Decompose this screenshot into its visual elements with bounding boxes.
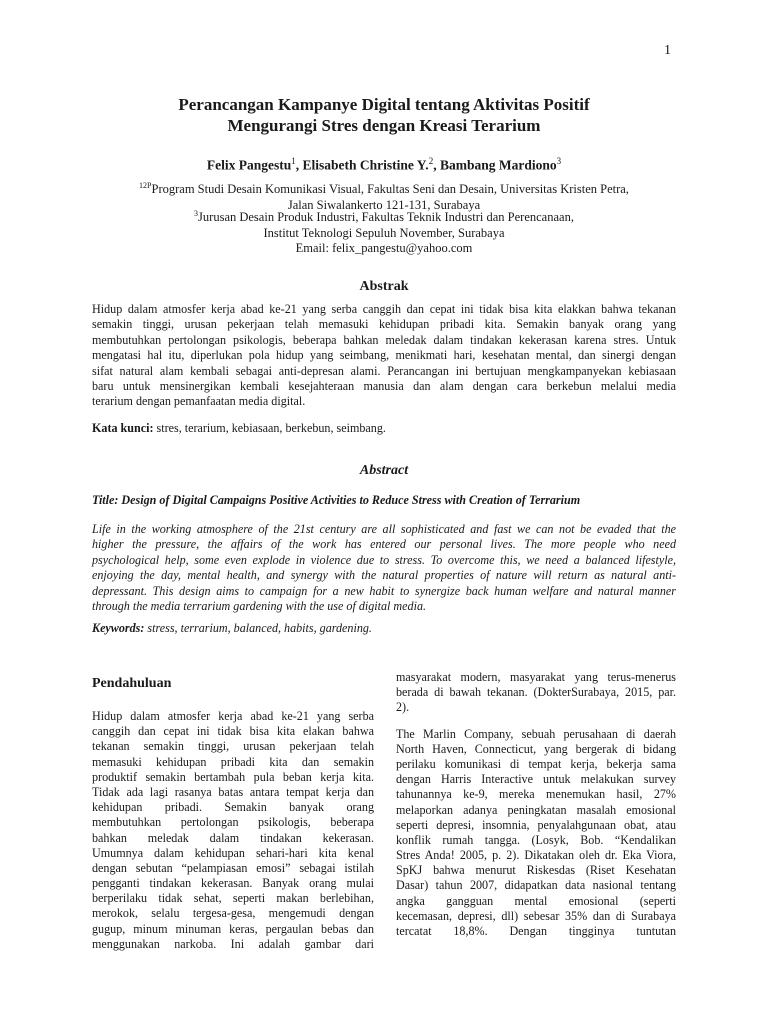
- body-line: SpKJ bahwa menurut Riskesdas (Riset Kesehatan: [396, 863, 676, 878]
- body-line: pengganti tindakan kekerasan. Banyak orang mulai: [92, 876, 374, 891]
- author-separator: ,: [295, 157, 303, 173]
- abstrak-line: Hidup dalam atmosfer kerja abad ke-21 yang serba canggih dan cepat ini tidak bisa kita elakkan bahwa tekanan: [92, 302, 676, 316]
- body-line: menggunakan narkoba. Ini adalah gambar dari: [92, 936, 374, 951]
- body-line: bahkan meledak dalam tindakan kekerasan.: [92, 830, 374, 845]
- body-line: merokok, selalu tergesa-gesa, mengemudi dengan: [92, 906, 374, 921]
- body-line: Hidup dalam atmosfer kerja abad ke-21 yang serba: [92, 709, 374, 723]
- author-3: Bambang Mardiono: [439, 157, 557, 173]
- pendahuluan-right-column: [396, 670, 676, 939]
- body-line: tekanan semakin tinggi, urusan pekerjaan telah: [92, 739, 374, 754]
- kata-kunci-label: Kata kunci:: [92, 421, 154, 435]
- affiliation-3-line-2: Institut Teknologi Sepuluh November, Surabaya: [263, 225, 505, 240]
- abstrak-line: mengatasi hal itu, diperlukan pola hidup yang seimbang, menikmati hari, kesehatan mental, dan sinergi dengan: [92, 348, 676, 363]
- body-line: seperti depresi, insomnia, penyalahgunaan obat, atau: [396, 817, 676, 832]
- body-line: dengan Harris Interactive untuk melakukan survey: [396, 772, 676, 787]
- author-separator: ,: [433, 157, 440, 173]
- body-line: kehidupan pribadi. Semakin banyak orang: [92, 800, 374, 815]
- author-list: [80, 156, 688, 174]
- body-line: berada di bawah tekanan. (DokterSurabaya, 2015, par.: [396, 685, 676, 700]
- kata-kunci-values: stres, terarium, kebiasaan, berkebun, seimbang.: [153, 421, 386, 435]
- body-line: tahunannya ke-9, mereka menemukan hasil, 27%: [396, 787, 676, 802]
- abstract-body: [92, 522, 676, 614]
- body-line: konflik rumah tangga. (Losyk, Bob. “Kendalikan: [396, 832, 676, 847]
- affiliation-3-mark: 3: [194, 209, 199, 218]
- abstract-heading: Abstract: [359, 463, 409, 478]
- affiliation-1-mark: 12P: [139, 181, 152, 190]
- body-line: memasuki kehidupan pribadi kita dan semakin: [92, 754, 374, 769]
- body-line: membutuhkan pertolongan psikologis, beberapa: [92, 815, 374, 830]
- pendahuluan-left-column: [92, 709, 374, 952]
- author-2-affiliation-mark: 2: [428, 156, 434, 166]
- abstract-line: higher the pressure, the affairs of the work has entered our personal lives. The more people who need: [92, 537, 676, 552]
- body-line: tercatat 18,8%. Dengan tingginya tuntutan: [396, 924, 676, 938]
- english-title: Title: Design of Digital Campaigns Positive Activities to Reduce Stress with Creation of Terrarium: [92, 493, 581, 507]
- body-line: melaporkan adanya peningkatan masalah emosional: [396, 802, 676, 817]
- abstrak-body: [92, 302, 676, 410]
- paper-title: [80, 94, 688, 136]
- body-line: canggih dan cepat ini tidak bisa kita elakan bahwa: [92, 724, 374, 739]
- abstrak-heading: Abstrak: [359, 279, 409, 294]
- body-line: masyarakat modern, masyarakat yang terus-menerus: [396, 670, 676, 684]
- body-line: Dasar) tahun 2007, didapatkan data nasional tentang: [396, 878, 676, 893]
- affiliation-1-line-1: Program Studi Desain Komunikasi Visual, Fakultas Seni dan Desain, Universitas Kristen Petra,: [151, 182, 629, 197]
- title-line-1: Perancangan Kampanye Digital tentang Aktivitas Positif: [178, 95, 590, 114]
- contact-email: Email: felix_pangestu@yahoo.com: [295, 241, 473, 256]
- body-line: kecemasan, depresi, dll) sebesar 35% dan di Surabaya: [396, 908, 676, 923]
- body-line: produktif semakin bertambah pula beban kerja kita.: [92, 769, 374, 784]
- body-line: The Marlin Company, sebuah perusahaan di daerah: [396, 726, 676, 741]
- pendahuluan-heading: Pendahuluan: [92, 676, 172, 691]
- title-line-2: Mengurangi Stres dengan Kreasi Terarium: [227, 116, 541, 135]
- body-line: perilaku komunikasi di tempat kerja, bekerja sama: [396, 756, 676, 771]
- author-3-affiliation-mark: 3: [556, 156, 562, 166]
- abstrak-line: membutuhkan pertolongan psikologis, beberapa bahkan meledak dalam tindakan kekerasan karena stres. Untuk: [92, 332, 676, 347]
- abstract-line: enjoying the day, mental health, and synergy with the natural properties of nature will return as natural anti-: [92, 568, 676, 583]
- author-1: Felix Pangestu: [206, 157, 292, 173]
- body-line: Tidak ada lagi rasanya batas antara tempat kerja dan: [92, 784, 374, 799]
- page-number: 1: [664, 43, 671, 58]
- abstrak-line: sifat natural alam kembali sebagai anti-depresan alami. Perancangan ini bertujuan mengkampanyekan kebiasaan: [92, 363, 676, 378]
- affiliation-1-line-2: Jalan Siwalankerto 121-131, Surabaya: [287, 197, 481, 212]
- author-1-affiliation-mark: 1: [291, 156, 296, 166]
- body-line: North Haven, Connecticut, yang bergerak di bidang: [396, 741, 676, 756]
- abstrak-line: baru untuk mensinergikan kembali kesejahteraan manusia dan alam dengan cara berkebun melalui media: [92, 378, 676, 393]
- body-line: Umumnya dalam kehidupan sehari-hari kita kenal: [92, 845, 374, 860]
- body-line: dengan sebutan “pelampiasan emosi” sebagai istilah: [92, 860, 374, 875]
- keywords: [92, 621, 676, 636]
- kata-kunci: [92, 421, 676, 436]
- body-line: gugup, minum minuman keras, pergaulan bebas dan: [92, 921, 374, 936]
- keywords-label: Keywords:: [92, 621, 145, 635]
- abstract-line: psychological help, some even explode in violence due to stress. To overcome this, we need a balanced lifestyle,: [92, 552, 676, 567]
- affiliation-3-line-1: Jurusan Desain Produk Industri, Fakultas Teknik Industri dan Perencanaan,: [198, 210, 574, 225]
- abstract-line: Life in the working atmosphere of the 21st century are all sophisticated and fast we can not be evaded that the: [92, 522, 676, 536]
- abstract-line: through the media terrarium gardening with the use of digital media.: [92, 598, 427, 613]
- abstrak-line: semakin tinggi, urusan pekerjaan telah memasuki kehidupan pribadi kita. Semakin banyak orang yang: [92, 317, 676, 332]
- body-line: Stres Anda! 2005, p. 2). Dikatakan oleh dr. Eka Viora,: [396, 848, 676, 863]
- keywords-values: stress, terrarium, balanced, habits, gardening.: [144, 621, 372, 635]
- body-line: 2).: [396, 700, 410, 715]
- body-line: angka gangguan mental emosional (seperti: [396, 893, 676, 908]
- author-2: Elisabeth Christine Y.: [302, 157, 429, 173]
- body-line: berperilaku tidak sehat, seperti makan berlebihan,: [92, 891, 374, 906]
- affiliation-3: [80, 206, 688, 257]
- abstract-line: depressant. This design aims to campaign for a new habit to synergize back human welfare and natural manner: [92, 583, 676, 598]
- abstrak-line: terarium dengan pemanfaatan media digital.: [92, 394, 306, 409]
